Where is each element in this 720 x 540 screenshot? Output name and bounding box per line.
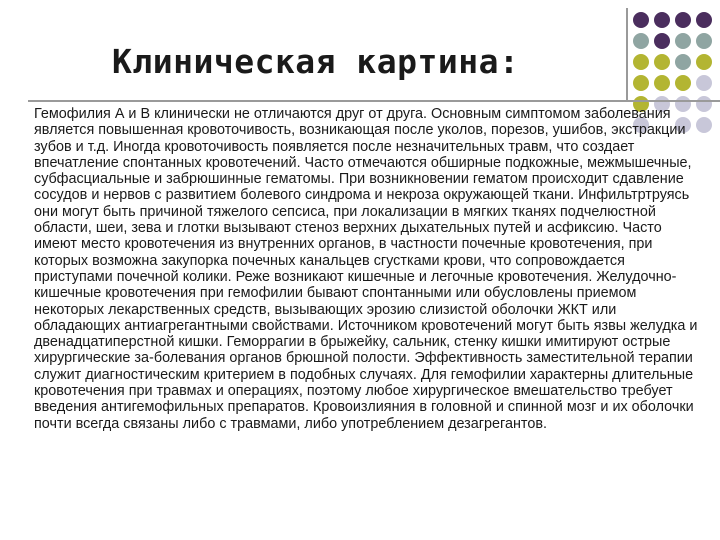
decorative-dot: [633, 54, 649, 70]
decorative-dot: [675, 54, 691, 70]
slide-title: Клиническая картина:: [112, 42, 520, 81]
decorative-dot: [633, 12, 649, 28]
decorative-dot: [696, 54, 712, 70]
decorative-dot: [654, 54, 670, 70]
vertical-divider: [626, 8, 628, 100]
decorative-dot: [633, 75, 649, 91]
decorative-dot: [675, 75, 691, 91]
decorative-dot: [654, 75, 670, 91]
decorative-dot: [654, 12, 670, 28]
slide-body-text: Гемофилия А и В клинически не отличаются друг от друга. Основным симптомом заболевания является повышенная кровоточивость, возникающая после уколов, порезов, ушибов, экстракции зубов и т.д. Иногда кровоточивость появляется после незначительных травм, что создает впечатление спонтанных кровотечений. Часто отмечаются обширные подкожные, межмышечные, субфасциальные и забрюшинные гематомы. При возникновении гематом происходит сдавление сосудов и нервов с развитием болевого синдрома и некроза окружающей ткани. Инфильтртруясь они могут быть причиной тяжелого сепсиса, при локализации в мягких тканях подчелюстной области, шеи, зева и глотки вызывают стеноз верхних дыхательных путей и асфиксию. Часто имеют место кровотечения из внутренних органов, в частности почечные кровотечения, при которых возможна закупорка почечных канальцев сгустками крови, что сопровождается приступами почечной колики. Реже возникают кишечные и легочные кровотечения. Желудочно-кишечные кровотечения при гемофилии бывают спонтанными или обусловлены приемом некоторых лекарственных средств, вызывающих эрозию слизистой оболочки ЖКТ или обладающих антиагрегантными свойствами. Источником кровотечений могут быть язвы желудка и двенадцатиперстной кишки. Геморрагии в брыжейку, сальник, стенку кишки имитируют острые хирургические за-болевания органов брюшной полости. Эффективность заместительной терапии служит диагностическим критерием в подобных случаях. Для гемофилии характерны длительные кровотечения при травмах и операциях, поэтому любое хирургическое вмешательство требует введения антигемофильных препаратов. Кровоизлияния в головной и спинной мозг и их оболочки почти всегда связаны либо с травмами, либо употреблением дезагрегантов.: [34, 106, 698, 432]
decorative-dot: [696, 12, 712, 28]
decorative-dot: [633, 33, 649, 49]
decorative-dot: [696, 75, 712, 91]
decorative-dot: [675, 33, 691, 49]
decorative-dot: [696, 33, 712, 49]
decorative-dot: [654, 33, 670, 49]
horizontal-divider: [28, 100, 720, 102]
decorative-dot: [675, 12, 691, 28]
